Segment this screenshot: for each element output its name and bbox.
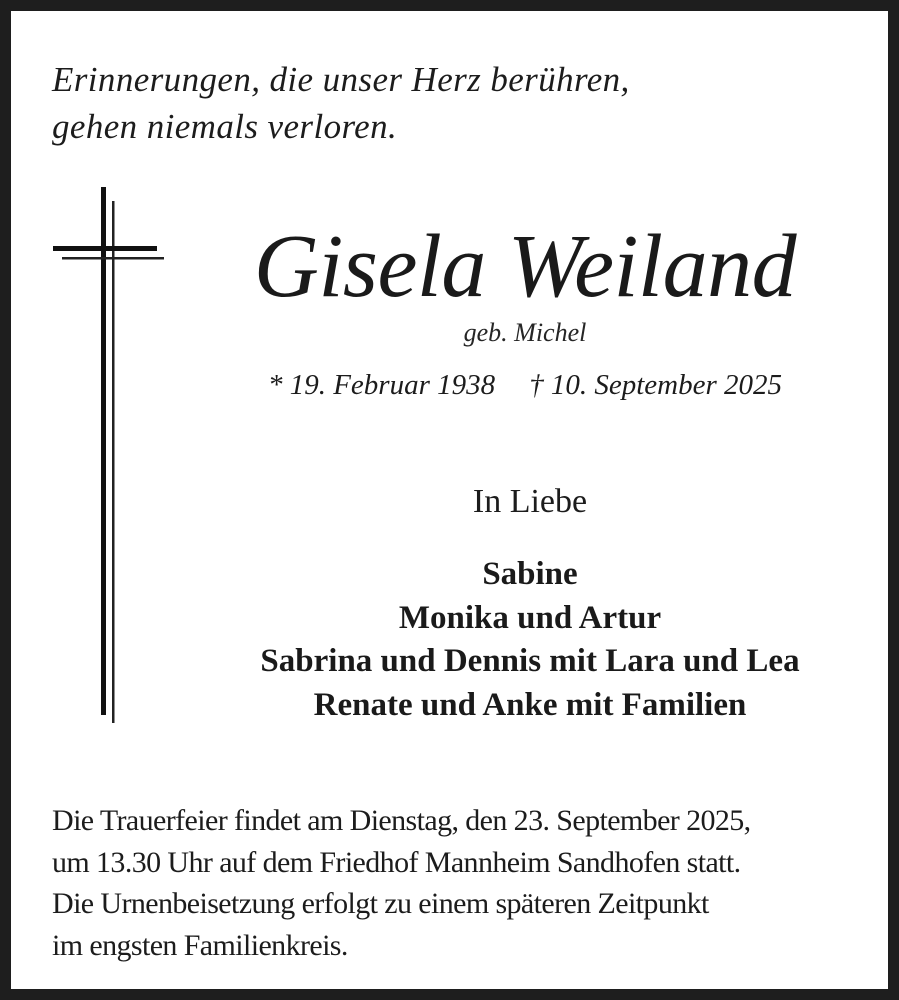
birth-date: * 19. Februar 1938 <box>267 369 496 401</box>
notice-line: Die Urnenbeisetzung erfolgt zu einem späteren Zeitpunkt <box>52 887 709 920</box>
notice-line: Die Trauerfeier findet am Dienstag, den 23. September 2025, <box>52 804 751 837</box>
motto-line: Erinnerungen, die unser Herz berühren, <box>52 60 630 99</box>
death-date: † 10. September 2025 <box>529 369 783 401</box>
mourner-entry: Monika und Artur <box>398 599 662 636</box>
mourner-entry: Sabine <box>482 556 578 592</box>
mourner-entry: Renate und Anke mit Familien <box>313 686 747 723</box>
motto-line: gehen niemals verloren. <box>52 107 398 146</box>
motto-quote <box>52 56 832 150</box>
life-dates <box>180 366 870 404</box>
notice-line: um 13.30 Uhr auf dem Friedhof Mannheim Sandhofen statt. <box>52 845 741 879</box>
deceased-name: Gisela Weiland <box>253 217 797 316</box>
mourner-entry: Sabrina und Dennis mit Lara und Lea <box>260 643 800 679</box>
maiden-name: geb. Michel <box>463 318 587 347</box>
mourners-list <box>180 553 880 727</box>
notice-line: im engsten Familienkreis. <box>52 928 348 962</box>
mourners-intro: In Liebe <box>472 483 588 520</box>
funeral-notice <box>52 800 852 966</box>
cross-icon <box>50 185 170 730</box>
